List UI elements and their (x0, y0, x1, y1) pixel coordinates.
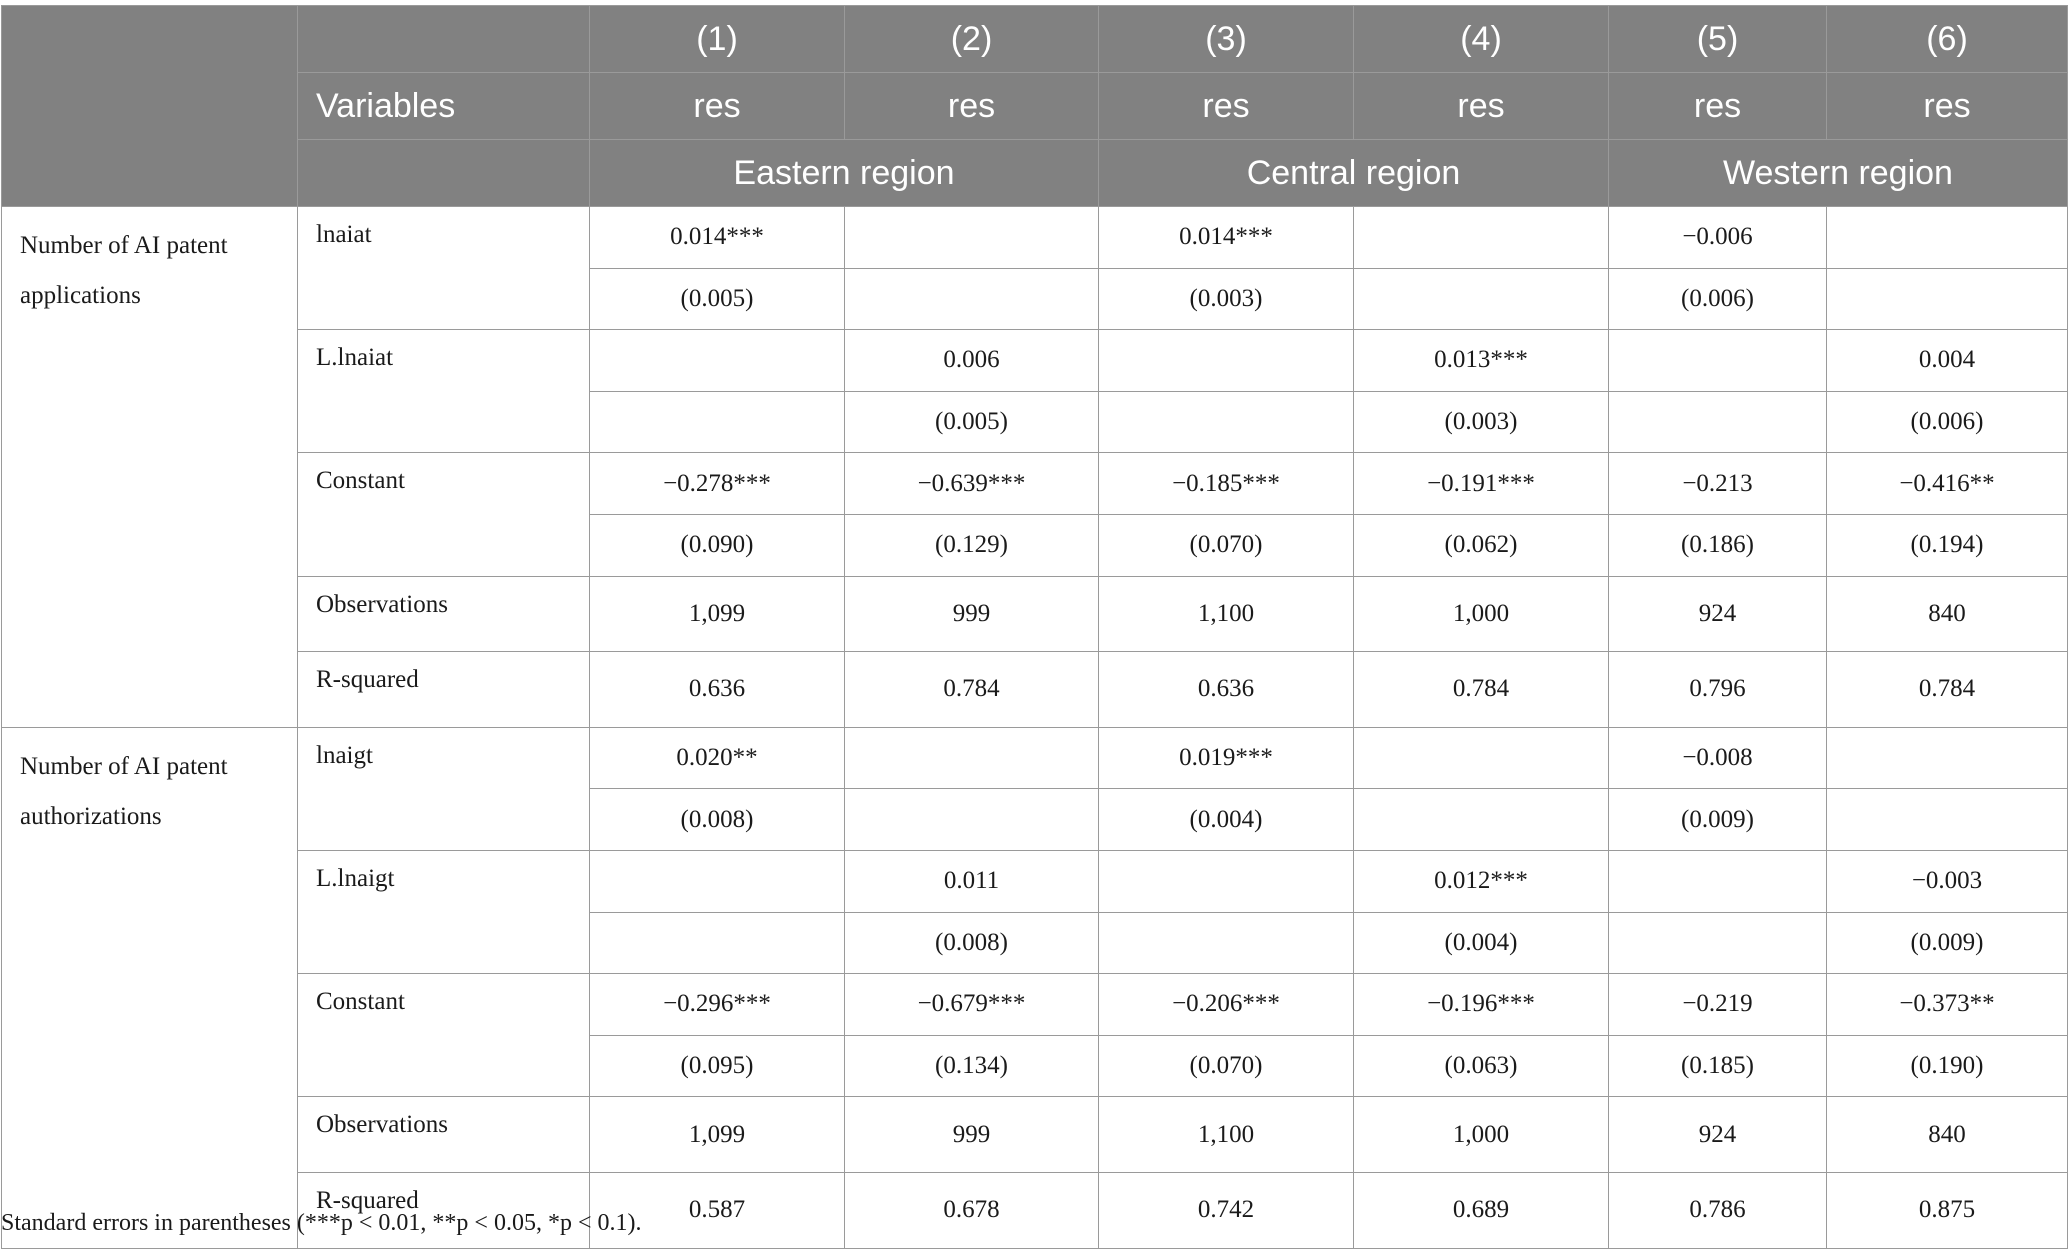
r-squared-cell: 0.689 (1354, 1172, 1609, 1248)
r-squared-cell: 0.786 (1609, 1172, 1827, 1248)
standard-error-cell: (0.008) (845, 912, 1099, 974)
coefficient-cell: 0.014*** (590, 207, 845, 269)
statistic-label: R-squared (298, 1172, 590, 1248)
table-body (2, 207, 2068, 1249)
coefficient-cell (1827, 727, 2068, 789)
coefficient-cell: −0.006 (1609, 207, 1827, 269)
standard-error-cell: (0.003) (1354, 391, 1609, 453)
coefficient-cell: −0.278*** (590, 453, 845, 515)
standard-error-cell: (0.004) (1354, 912, 1609, 974)
observations-cell: 1,000 (1354, 1097, 1609, 1173)
observations-cell: 1,099 (590, 576, 845, 652)
dependent-variable-label: res (1827, 73, 2068, 140)
variable-name: L.lnaigt (298, 850, 590, 973)
dependent-variable-label: res (590, 73, 845, 140)
standard-error-cell: (0.070) (1099, 1035, 1354, 1097)
header-row-columns (2, 6, 2068, 73)
coefficient-cell: 0.013*** (1354, 330, 1609, 392)
coefficient-cell (590, 850, 845, 912)
standard-error-cell: (0.005) (590, 268, 845, 330)
standard-error-cell (845, 268, 1099, 330)
standard-error-cell (1827, 789, 2068, 851)
observations-cell: 999 (845, 576, 1099, 652)
coefficient-cell: −0.191*** (1354, 453, 1609, 515)
standard-error-cell: (0.005) (845, 391, 1099, 453)
coefficient-cell: −0.008 (1609, 727, 1827, 789)
coefficient-cell: −0.219 (1609, 974, 1827, 1036)
table-row (2, 1097, 2068, 1173)
column-number: (6) (1827, 6, 2068, 73)
coefficient-cell: −0.213 (1609, 453, 1827, 515)
standard-error-cell (845, 789, 1099, 851)
standard-error-cell: (0.062) (1354, 514, 1609, 576)
coefficient-cell (845, 727, 1099, 789)
table-row (2, 576, 2068, 652)
standard-error-cell: (0.194) (1827, 514, 2068, 576)
observations-cell: 1,000 (1354, 576, 1609, 652)
coefficient-cell: 0.012*** (1354, 850, 1609, 912)
r-squared-cell: 0.636 (1099, 652, 1354, 728)
r-squared-cell: 0.875 (1827, 1172, 2068, 1248)
coefficient-cell (1609, 850, 1827, 912)
coefficient-cell: −0.003 (1827, 850, 2068, 912)
standard-error-cell: (0.003) (1099, 268, 1354, 330)
column-number: (1) (590, 6, 845, 73)
region-eastern: Eastern region (590, 140, 1099, 207)
coefficient-cell (1099, 330, 1354, 392)
table-row (2, 453, 2068, 515)
coefficient-cell: −0.206*** (1099, 974, 1354, 1036)
observations-cell: 840 (1827, 576, 2068, 652)
statistic-label: Observations (298, 1097, 590, 1173)
table-row (2, 652, 2068, 728)
region-central: Central region (1099, 140, 1609, 207)
column-number: (4) (1354, 6, 1609, 73)
coefficient-cell: −0.296*** (590, 974, 845, 1036)
standard-error-cell: (0.009) (1827, 912, 2068, 974)
dependent-variable-label: res (1609, 73, 1827, 140)
standard-error-cell: (0.095) (590, 1035, 845, 1097)
group-label: Number of AI patent authorizations (2, 727, 298, 1248)
column-number: (2) (845, 6, 1099, 73)
standard-error-cell (1354, 268, 1609, 330)
observations-cell: 840 (1827, 1097, 2068, 1173)
table-footnote: Standard errors in parentheses (***p < 0.01, **p < 0.05, *p < 0.1). (1, 1210, 642, 1236)
standard-error-cell: (0.186) (1609, 514, 1827, 576)
variables-header: Variables (298, 73, 590, 140)
coefficient-cell (845, 207, 1099, 269)
region-western: Western region (1609, 140, 2068, 207)
r-squared-cell: 0.784 (1827, 652, 2068, 728)
variable-name: Constant (298, 453, 590, 576)
observations-cell: 924 (1609, 576, 1827, 652)
column-number: (3) (1099, 6, 1354, 73)
standard-error-cell (1827, 268, 2068, 330)
table-row (2, 974, 2068, 1036)
coefficient-cell (1827, 207, 2068, 269)
r-squared-cell: 0.796 (1609, 652, 1827, 728)
r-squared-cell: 0.784 (1354, 652, 1609, 728)
coefficient-cell: 0.011 (845, 850, 1099, 912)
coefficient-cell: −0.639*** (845, 453, 1099, 515)
standard-error-cell: (0.006) (1609, 268, 1827, 330)
statistic-label: R-squared (298, 652, 590, 728)
standard-error-cell (590, 912, 845, 974)
coefficient-cell: −0.196*** (1354, 974, 1609, 1036)
r-squared-cell: 0.784 (845, 652, 1099, 728)
table-row (2, 850, 2068, 912)
coefficient-cell: 0.014*** (1099, 207, 1354, 269)
coefficient-cell (1099, 850, 1354, 912)
standard-error-cell (590, 391, 845, 453)
variable-name: L.lnaiat (298, 330, 590, 453)
header-blank-cell (298, 140, 590, 207)
observations-cell: 1,100 (1099, 1097, 1354, 1173)
header-blank-cell (2, 6, 298, 207)
standard-error-cell: (0.008) (590, 789, 845, 851)
observations-cell: 1,100 (1099, 576, 1354, 652)
standard-error-cell: (0.185) (1609, 1035, 1827, 1097)
dependent-variable-label: res (1354, 73, 1609, 140)
standard-error-cell (1609, 912, 1827, 974)
table-row (2, 330, 2068, 392)
coefficient-cell: −0.679*** (845, 974, 1099, 1036)
r-squared-cell: 0.587 (590, 1172, 845, 1248)
coefficient-cell: −0.185*** (1099, 453, 1354, 515)
coefficient-cell (1609, 330, 1827, 392)
r-squared-cell: 0.636 (590, 652, 845, 728)
table-row (2, 207, 2068, 269)
standard-error-cell: (0.070) (1099, 514, 1354, 576)
standard-error-cell: (0.090) (590, 514, 845, 576)
regression-table (1, 5, 2068, 1249)
standard-error-cell: (0.004) (1099, 789, 1354, 851)
coefficient-cell: −0.416** (1827, 453, 2068, 515)
standard-error-cell: (0.129) (845, 514, 1099, 576)
header-row-regions (2, 140, 2068, 207)
standard-error-cell (1609, 391, 1827, 453)
coefficient-cell: 0.020** (590, 727, 845, 789)
coefficient-cell (1354, 727, 1609, 789)
header-blank-cell (298, 6, 590, 73)
column-number: (5) (1609, 6, 1827, 73)
observations-cell: 924 (1609, 1097, 1827, 1173)
standard-error-cell (1099, 912, 1354, 974)
table-row (2, 727, 2068, 789)
coefficient-cell (590, 330, 845, 392)
coefficient-cell: 0.006 (845, 330, 1099, 392)
standard-error-cell: (0.190) (1827, 1035, 2068, 1097)
standard-error-cell: (0.006) (1827, 391, 2068, 453)
r-squared-cell: 0.678 (845, 1172, 1099, 1248)
table-header (2, 6, 2068, 207)
standard-error-cell: (0.134) (845, 1035, 1099, 1097)
dependent-variable-label: res (1099, 73, 1354, 140)
statistic-label: Observations (298, 576, 590, 652)
group-label: Number of AI patent applications (2, 207, 298, 728)
variable-name: lnaigt (298, 727, 590, 850)
standard-error-cell: (0.009) (1609, 789, 1827, 851)
coefficient-cell: 0.004 (1827, 330, 2068, 392)
observations-cell: 999 (845, 1097, 1099, 1173)
standard-error-cell (1099, 391, 1354, 453)
header-row-dependent-variable (2, 73, 2068, 140)
standard-error-cell (1354, 789, 1609, 851)
standard-error-cell: (0.063) (1354, 1035, 1609, 1097)
observations-cell: 1,099 (590, 1097, 845, 1173)
coefficient-cell: −0.373** (1827, 974, 2068, 1036)
r-squared-cell: 0.742 (1099, 1172, 1354, 1248)
coefficient-cell: 0.019*** (1099, 727, 1354, 789)
variable-name: Constant (298, 974, 590, 1097)
dependent-variable-label: res (845, 73, 1099, 140)
variable-name: lnaiat (298, 207, 590, 330)
coefficient-cell (1354, 207, 1609, 269)
